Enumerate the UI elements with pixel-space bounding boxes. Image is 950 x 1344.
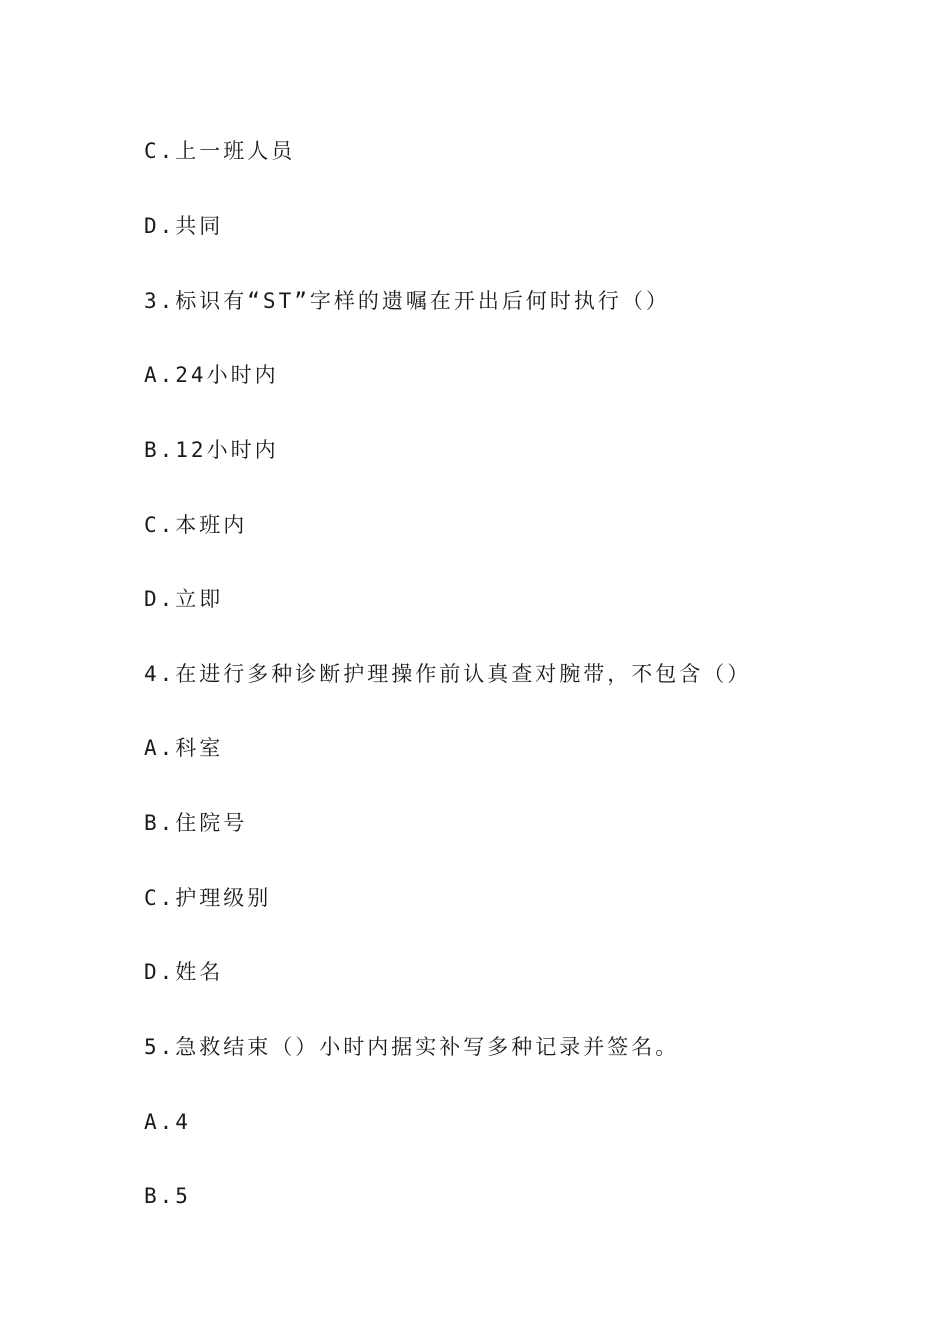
option-text: D.立即 [144,587,224,611]
option-text: A.24小时内 [144,363,279,387]
option-text: A.4 [144,1110,191,1134]
option-text: B.住院号 [144,811,248,835]
question-text: 5.急救结束（）小时内据实补写多种记录并签名。 [144,1035,680,1059]
option-text: D.共同 [144,214,224,238]
option-text: C.护理级别 [144,886,272,910]
option-text: B.5 [144,1184,191,1208]
option-text: A.科室 [144,736,224,760]
option-text: D.姓名 [144,960,224,984]
question-text: 4.在进行多种诊断护理操作前认真查对腕带，不包含（） [144,662,752,686]
option-text: B.12小时内 [144,438,279,462]
option-text: C.上一班人员 [144,139,296,163]
option-text: C.本班内 [144,513,248,537]
question-text: 3.标识有“ST”字样的遗嘱在开出后何时执行（） [144,289,670,313]
